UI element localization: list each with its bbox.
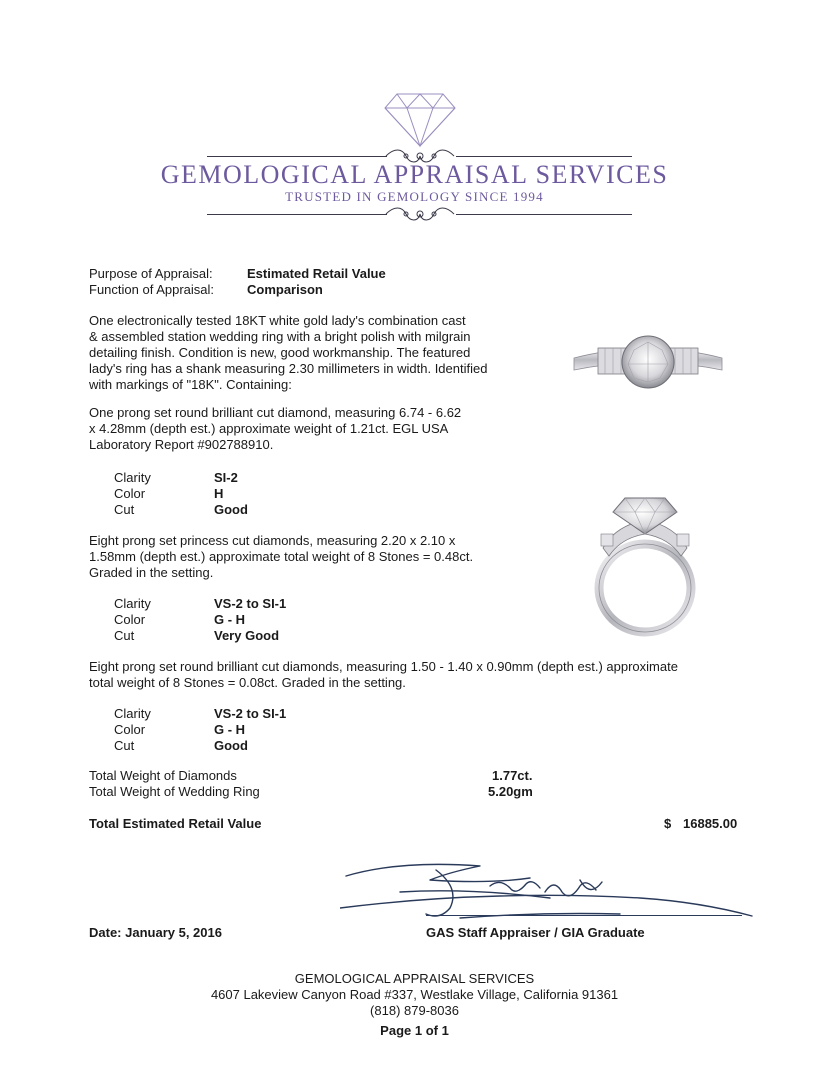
header-bottom-rule-right bbox=[456, 214, 632, 215]
description-line: One electronically tested 18KT white gold lady's combination cast bbox=[89, 313, 466, 328]
company-tagline: TRUSTED IN GEMOLOGY SINCE 1994 bbox=[285, 189, 544, 204]
clarity-label: Clarity bbox=[114, 470, 151, 485]
total-ring-weight-label: Total Weight of Wedding Ring bbox=[89, 784, 260, 799]
cut-value: Good bbox=[214, 738, 248, 753]
cut-label: Cut bbox=[114, 738, 135, 753]
description-line: 1.58mm (depth est.) approximate total weight of 8 Stones = 0.48ct. bbox=[89, 549, 474, 564]
color-label: Color bbox=[114, 722, 146, 737]
header-bottom-rule-left bbox=[207, 214, 387, 215]
header-top-rule-left bbox=[207, 156, 387, 157]
cut-label: Cut bbox=[114, 502, 135, 517]
total-diamond-weight-value: 1.77ct. bbox=[492, 768, 533, 783]
princess-cut-description bbox=[89, 533, 529, 581]
round-brilliant-description bbox=[89, 659, 729, 691]
description-line: detailing finish. Condition is new, good workmanship. The featured bbox=[89, 345, 471, 360]
clarity-label: Clarity bbox=[114, 596, 151, 611]
cut-value: Very Good bbox=[214, 628, 280, 643]
description-line: with markings of "18K". Containing: bbox=[89, 377, 292, 392]
purpose-value: Estimated Retail Value bbox=[247, 266, 386, 281]
footer-address: 4607 Lakeview Canyon Road #337, Westlake Village, California 91361 bbox=[210, 987, 619, 1002]
cut-label: Cut bbox=[114, 628, 135, 643]
color-value: H bbox=[214, 486, 224, 501]
footer-phone: (818) 879-8036 bbox=[370, 1003, 459, 1018]
appraisal-date: Date: January 5, 2016 bbox=[89, 925, 222, 940]
clarity-value: VS-2 to SI-1 bbox=[214, 596, 287, 611]
description-line: total weight of 8 Stones = 0.08ct. Graded in the setting. bbox=[89, 675, 406, 690]
clarity-value: SI-2 bbox=[214, 470, 238, 485]
description-line: lady's ring has a shank measuring 2.30 millimeters in width. Identified bbox=[89, 361, 488, 376]
total-diamond-weight-label: Total Weight of Diamonds bbox=[89, 768, 237, 783]
diamond-outline-icon bbox=[383, 92, 457, 148]
description-line: One prong set round brilliant cut diamond, measuring 6.74 - 6.62 bbox=[89, 405, 462, 420]
retail-currency: $ bbox=[664, 816, 672, 831]
header-top-rule-right bbox=[456, 156, 632, 157]
retail-value: 16885.00 bbox=[683, 816, 738, 831]
color-value: G - H bbox=[214, 612, 246, 627]
function-label: Function of Appraisal: bbox=[89, 282, 215, 297]
appraiser-title: GAS Staff Appraiser / GIA Graduate bbox=[426, 925, 645, 940]
description-line: Laboratory Report #902788910. bbox=[89, 437, 274, 452]
color-label: Color bbox=[114, 486, 146, 501]
flourish-ornament-icon bbox=[384, 205, 456, 223]
description-line: & assembled station wedding ring with a bright polish with milgrain bbox=[89, 329, 471, 344]
signature-line bbox=[426, 915, 742, 916]
description-line: Eight prong set round brilliant cut diamonds, measuring 1.50 - 1.40 x 0.90mm (depth est.) approximate bbox=[89, 659, 678, 674]
center-stone-description bbox=[89, 405, 514, 453]
total-ring-weight-value: 5.20gm bbox=[488, 784, 533, 799]
clarity-label: Clarity bbox=[114, 706, 151, 721]
cut-value: Good bbox=[214, 502, 248, 517]
description-line: x 4.28mm (depth est.) approximate weight of 1.21ct. EGL USA bbox=[89, 421, 449, 436]
purpose-label: Purpose of Appraisal: bbox=[89, 266, 213, 281]
footer-company: GEMOLOGICAL APPRAISAL SERVICES bbox=[294, 971, 535, 986]
color-value: G - H bbox=[214, 722, 246, 737]
ring-description bbox=[89, 313, 514, 393]
ring-top-view-photo bbox=[572, 330, 724, 398]
page-number: Page 1 of 1 bbox=[380, 1023, 449, 1038]
ring-side-view-photo bbox=[585, 490, 705, 640]
retail-value-label: Total Estimated Retail Value bbox=[89, 816, 262, 831]
function-value: Comparison bbox=[247, 282, 323, 297]
description-line: Eight prong set princess cut diamonds, measuring 2.20 x 2.10 x bbox=[89, 533, 456, 548]
clarity-value: VS-2 to SI-1 bbox=[214, 706, 287, 721]
color-label: Color bbox=[114, 612, 146, 627]
company-name: GEMOLOGICAL APPRAISAL SERVICES bbox=[160, 160, 669, 189]
description-line: Graded in the setting. bbox=[89, 565, 214, 580]
